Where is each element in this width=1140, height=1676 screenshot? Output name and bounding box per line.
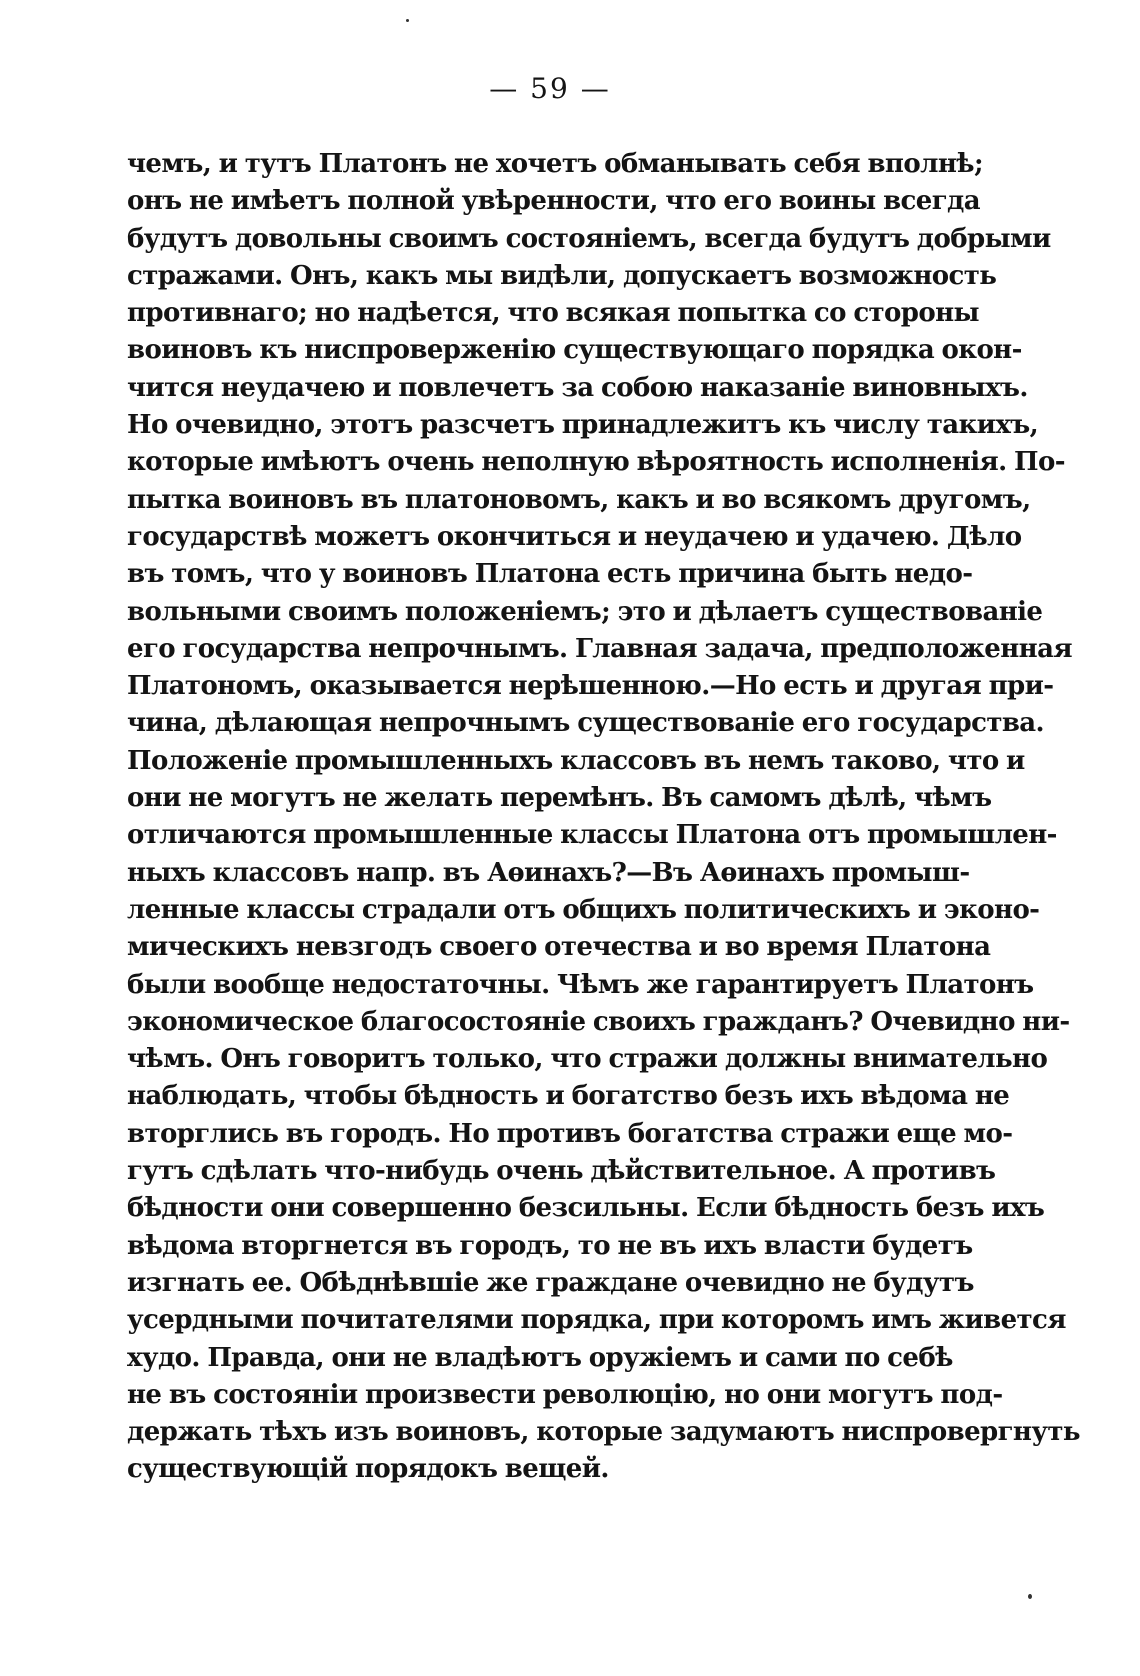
text-line: вѣдома вторгнется въ городъ, то не въ ихъ власти будетъ [127,1230,973,1261]
text-line: Но очевидно, этотъ разсчетъ принадлежитъ къ числу такихъ, [127,410,1039,441]
text-line: отличаются промышленные классы Платона отъ промышлен- [127,820,1057,851]
text-line: гутъ сдѣлать что-нибудь очень дѣйствительное. А противъ [127,1156,996,1187]
text-line: бѣдности они совершенно безсильны. Если бѣдность безъ ихъ [127,1193,1045,1224]
text-line: наблюдать, чтобы бѣдность и богатство безъ ихъ вѣдома не [127,1081,1010,1112]
text-line: вольными своимъ положеніемъ; это и дѣлаетъ существованіе [127,596,1043,627]
scan-speck [406,19,409,22]
text-line: чемъ, и тутъ Платонъ не хочетъ обманывать себя вполнѣ; [127,149,983,179]
body-text [127,146,1080,1489]
text-line: экономическое благосостояніе своихъ гражданъ? Очевидно ни- [127,1006,1070,1037]
text-line: Платономъ, оказывается нерѣшенною.—Но есть и другая при- [127,671,1054,702]
text-line: государствѣ можетъ окончиться и неудачею и удачею. Дѣло [127,521,1022,552]
text-line: которые имѣютъ очень неполную вѣроятность исполненія. По- [127,447,1065,478]
text-line: они не могутъ не желать перемѣнъ. Въ самомъ дѣлѣ, чѣмъ [127,783,992,814]
text-line: противнаго; но надѣется, что всякая попытка со стороны [127,298,980,329]
page-number: — 59 — [489,72,611,105]
text-line: стражами. Онъ, какъ мы видѣли, допускаетъ возможность [127,260,997,291]
text-line: чится неудачею и повлечетъ за собою наказаніе виновныхъ. [127,372,1028,403]
text-line: существующій порядокъ вещей. [127,1454,609,1485]
text-line: пытка воиновъ въ платоновомъ, какъ и во всякомъ другомъ, [127,484,1031,515]
text-line: ленные классы страдали отъ общихъ политическихъ и эконо- [127,894,1040,925]
text-line: онъ не имѣетъ полной увѣренности, что его воины всегда [127,186,981,217]
text-line: воиновъ къ ниспроверженію существующаго порядка окон- [127,335,1022,366]
text-line: его государства непрочнымъ. Главная задача, предположенная [127,633,1072,664]
text-line: будутъ довольны своимъ состояніемъ, всегда будутъ добрыми [127,223,1051,254]
text-line: ныхъ классовъ напр. въ Аѳинахъ?—Въ Аѳинахъ промыш- [127,857,970,888]
text-line: Положеніе промышленныхъ классовъ въ немъ таково, что и [127,745,1025,776]
text-line: держать тѣхъ изъ воиновъ, которые задумаютъ ниспровергнуть [127,1417,1080,1448]
text-line: мическихъ невзгодъ своего отечества и во время Платона [127,932,991,963]
text-line: вторглись въ городъ. Но противъ богатства стражи еще мо- [127,1118,1013,1149]
scan-speck [1028,1594,1032,1599]
text-line: чѣмъ. Онъ говоритъ только, что стражи должны внимательно [127,1044,1048,1075]
text-line: были вообще недостаточны. Чѣмъ же гарантируетъ Платонъ [127,969,1034,1000]
text-line: усердными почитателями порядка, при которомъ имъ живется [127,1305,1066,1336]
text-line: изгнать ее. Обѣднѣвшіе же граждане очевидно не будутъ [127,1267,974,1298]
text-line: не въ состояніи произвести революцію, но они могутъ под- [127,1379,1003,1410]
text-line: чина, дѣлающая непрочнымъ существованіе его государства. [127,708,1045,739]
text-line: худо. Правда, они не владѣютъ оружіемъ и сами по себѣ [127,1342,953,1373]
text-line: въ томъ, что у воиновъ Платона есть причина быть недо- [127,559,973,590]
